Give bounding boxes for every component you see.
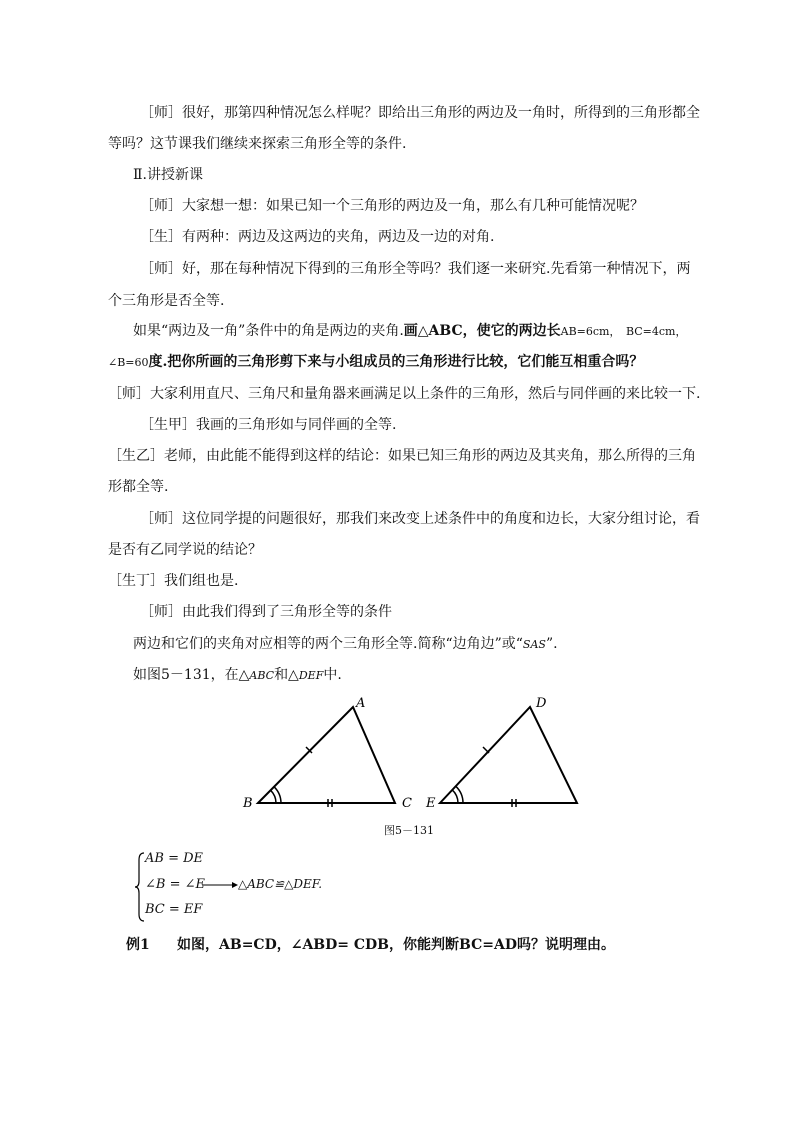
para-line-5: ［生］有两种：两边及这两边的夹角，两边及一边的对角.: [140, 229, 495, 245]
congruence-result: △ABC≌△DEF.: [238, 877, 323, 891]
section-heading: Ⅱ.讲授新课: [133, 167, 203, 183]
para-line-4: ［师］大家想一想：如果已知一个三角形的两边及一角，那么有几种可能情况呢？: [140, 198, 644, 214]
para-line-1: ［师］很好，那第四种情况怎么样呢？即给出三角形的两边及一角时，所得到的三角形都全: [140, 105, 700, 121]
angle-b-arc-1: [271, 790, 276, 803]
sas-abbrev: SAS: [522, 638, 546, 651]
para-line-18-a: 两边和它们的夹角对应相等的两个三角形全等.简称“边角边”或“: [133, 636, 523, 652]
example-label: 例1: [126, 937, 150, 953]
para-line-8: [133, 322, 687, 341]
para-line-12: ［生乙］老师，由此能不能得到这样的结论：如果已知三角形的两边及其夹角，那么所得的三角: [108, 448, 696, 464]
para-line-9: [108, 353, 643, 372]
para-line-19-e: 中.: [323, 667, 342, 683]
para-line-10: ［师］大家利用直尺、三角尺和量角器来画满足以上条件的三角形，然后与同伴画的来比较一下.: [108, 386, 701, 402]
example-text: 如图，AB=CD，∠ABD= CDB，你能判断BC=AD吗？说明理由。: [177, 937, 615, 953]
triangle-def-name: DEF: [298, 669, 324, 682]
para-line-9-a: ∠B=60: [108, 356, 149, 369]
para-line-6: ［师］好，那在每种情况下得到的三角形全等吗？我们逐一来研究.先看第一种情况下，两: [140, 261, 691, 277]
para-line-7: 个三角形是否全等.: [108, 293, 225, 309]
implies-arrow: [202, 880, 238, 890]
vertex-c: C: [402, 796, 412, 811]
para-line-9-b: 度.把你所画的三角形剪下来与小组成员的三角形进行比较，它们能互相重合吗？: [148, 354, 644, 370]
triangle-abc-name: ABC: [249, 669, 275, 682]
para-line-8-a: 如果“两边及一角”条件中的角是两边的夹角.: [133, 323, 404, 339]
triangle-figure: [240, 695, 590, 815]
vertex-e: E: [426, 796, 436, 811]
para-line-2: 等吗？这节课我们继续来探索三角形全等的条件.: [108, 136, 407, 152]
para-line-18-c: ”.: [545, 636, 558, 652]
figure-caption: 图5－131: [384, 824, 434, 837]
condition-bc-ef: BC = EF: [145, 902, 203, 917]
vertex-d: D: [536, 696, 547, 711]
condition-ab-de: AB = DE: [145, 851, 204, 866]
tick-de: [483, 747, 489, 753]
para-line-8-b: 画△ABC，使它的两边长: [403, 323, 561, 339]
para-line-17: ［师］由此我们得到了三角形全等的条件: [140, 604, 392, 620]
vertex-b: B: [243, 796, 253, 811]
para-line-19: [133, 666, 342, 685]
para-line-19-c: 和△: [274, 667, 299, 683]
para-line-18: [133, 635, 558, 654]
para-line-13: 形都全等.: [108, 479, 169, 495]
para-line-8-c: AB=6cm， BC=4cm，: [560, 325, 687, 338]
triangle-abc: [258, 707, 395, 803]
para-line-15: 是否有乙同学说的结论？: [108, 542, 262, 558]
para-line-14: ［师］这位同学提的问题很好，那我们来改变上述条件中的角度和边长，大家分组讨论，看: [140, 511, 700, 527]
para-line-11: ［生甲］我画的三角形如与同伴画的全等.: [140, 417, 397, 433]
angle-e-arc-1: [452, 790, 458, 803]
vertex-a: A: [356, 696, 366, 711]
para-line-16: ［生丁］我们组也是.: [108, 573, 239, 589]
para-line-19-a: 如图5－131，在△: [133, 667, 250, 683]
triangle-def: [440, 707, 577, 803]
condition-angle-b-e: ∠B = ∠E: [145, 877, 205, 892]
